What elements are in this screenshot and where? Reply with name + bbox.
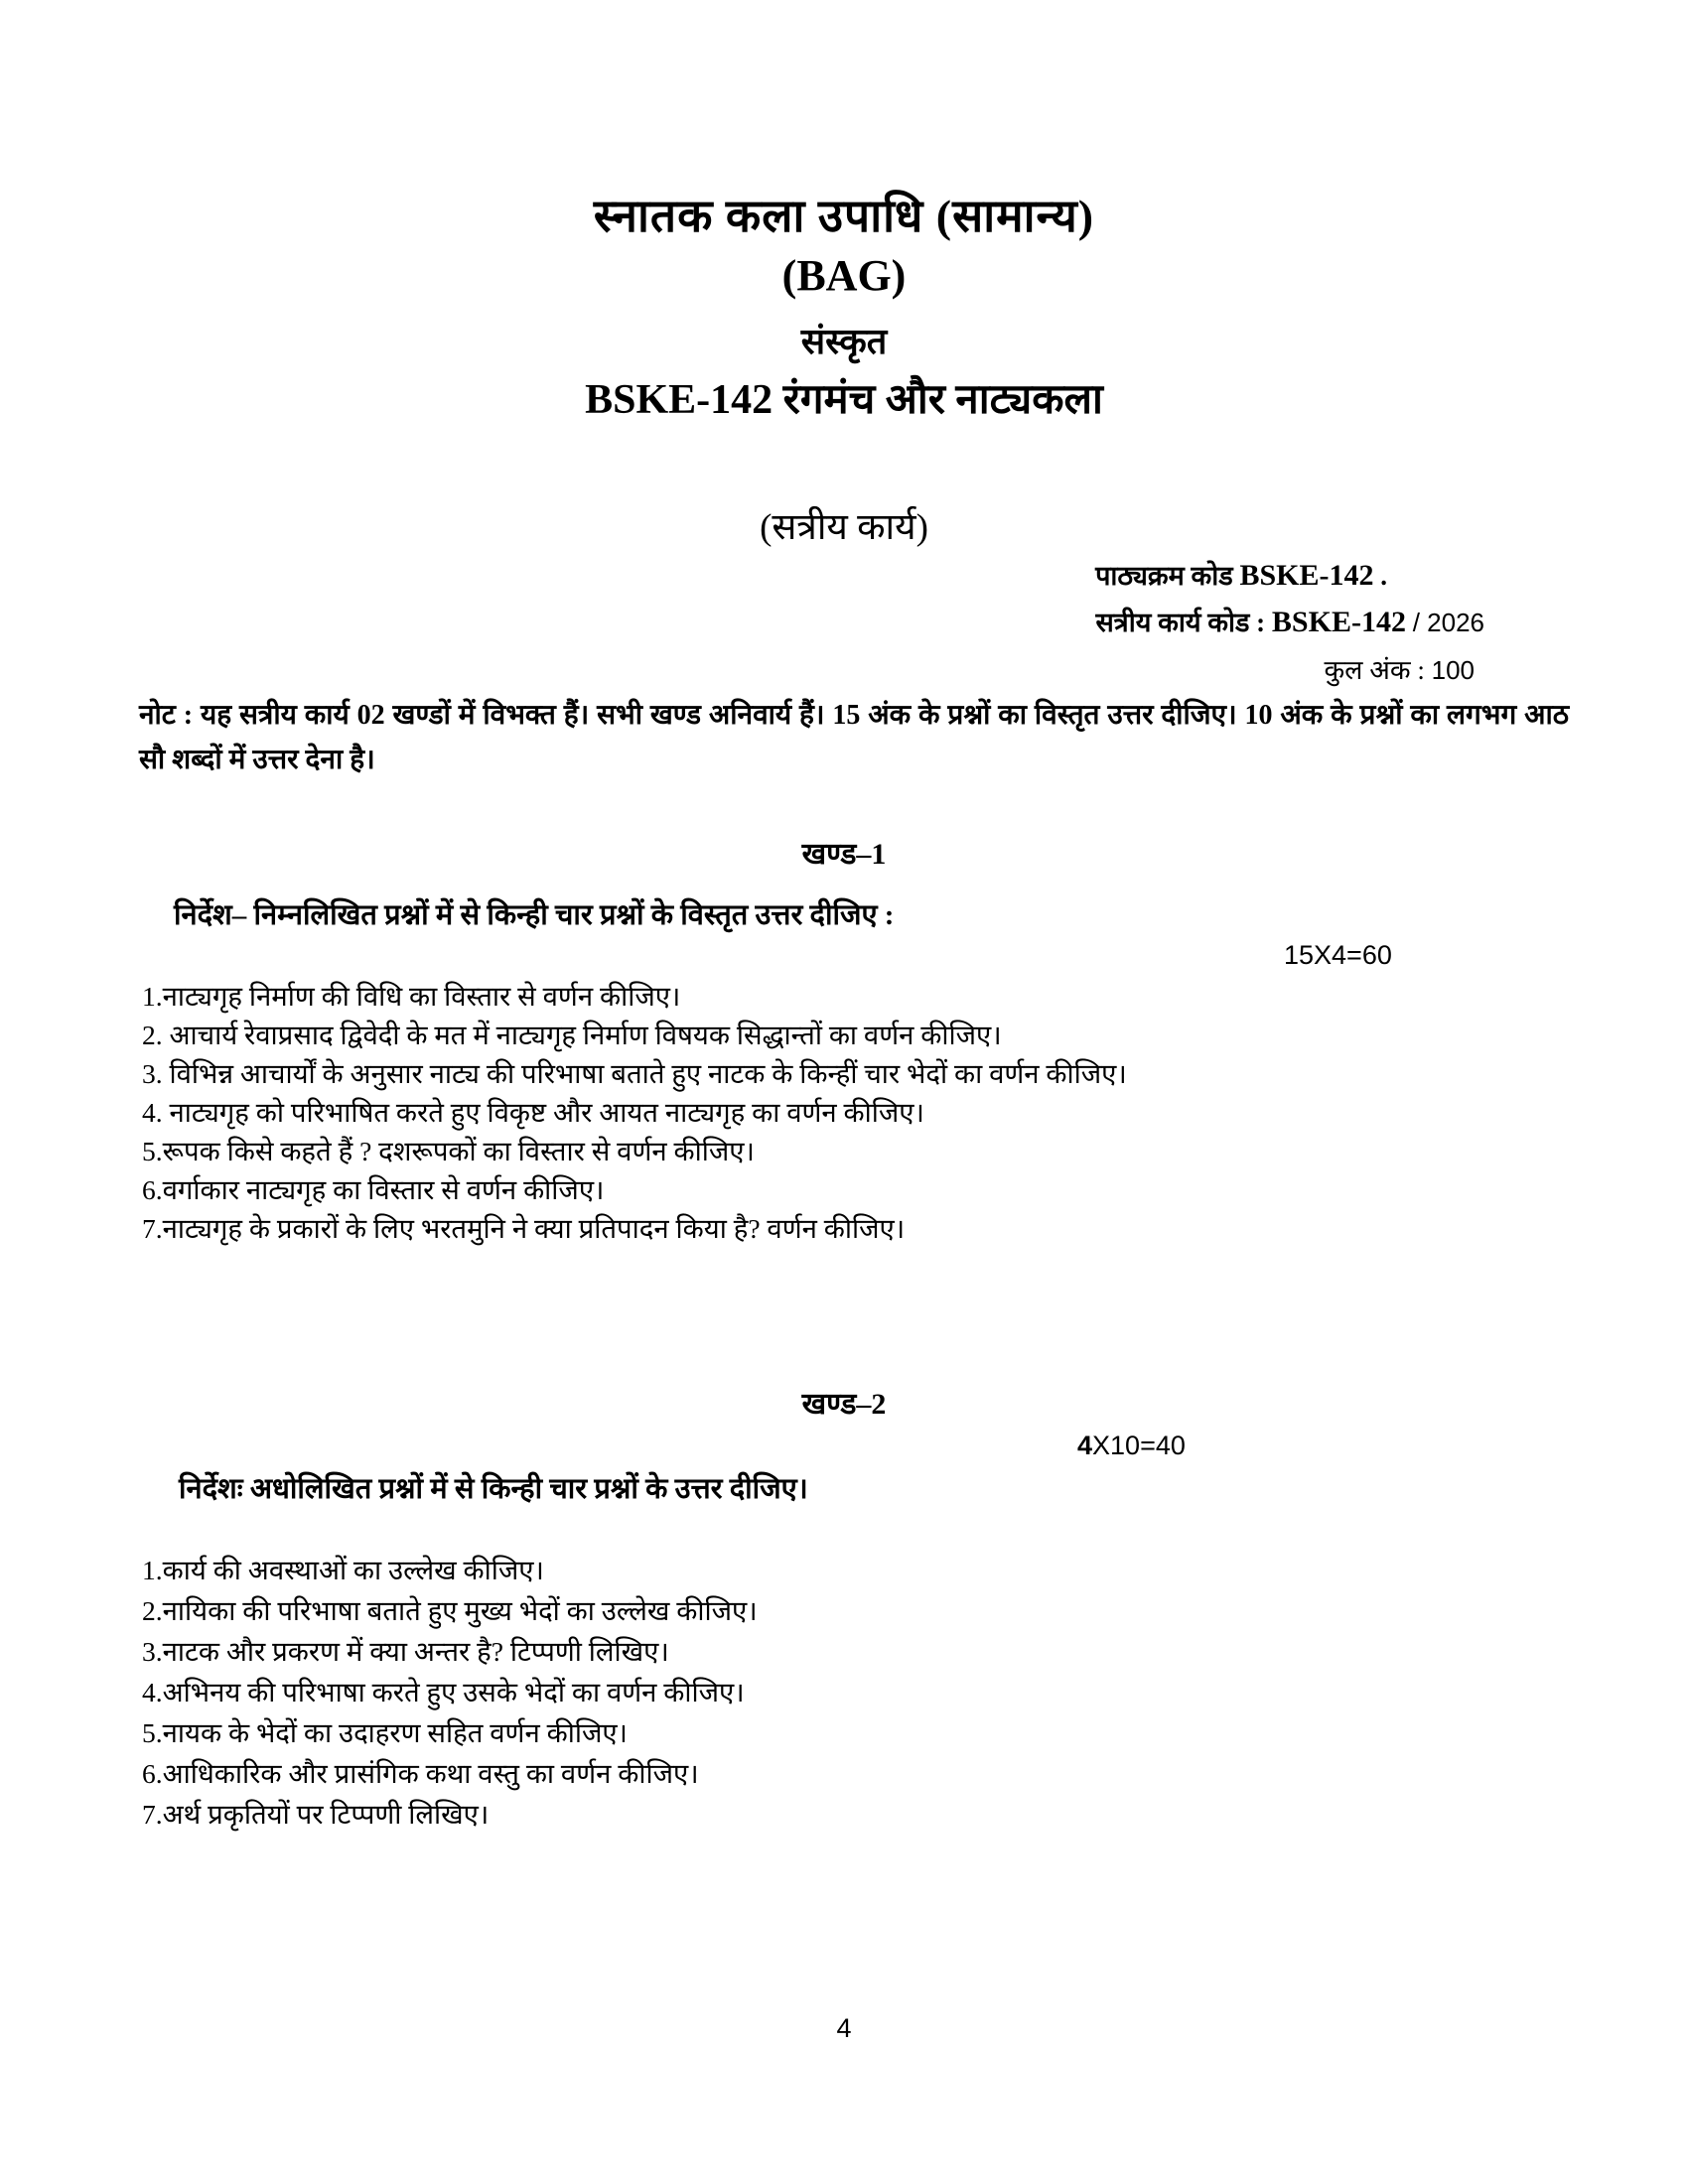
section-2-marks-rest: X10=40 xyxy=(1092,1431,1186,1460)
question: 1.कार्य की अवस्थाओं का उल्लेख कीजिए। xyxy=(142,1555,544,1585)
question: 1.नाट्यगृह निर्माण की विधि का विस्तार से वर्णन कीजिए। xyxy=(142,981,681,1012)
section-1-marks-scheme: 15X4=60 xyxy=(1284,940,1392,970)
question: 2. आचार्य रेवाप्रसाद द्विवेदी के मत में नाट्यगृह निर्माण विषयक सिद्धान्तों का वर्णन कीजिए। xyxy=(142,1020,1002,1050)
section-2-heading: खण्ड–2 xyxy=(801,1388,887,1421)
subject-name: संस्कृत xyxy=(800,322,888,361)
course-code-label: पाठ्यक्रम कोड xyxy=(1095,561,1233,591)
course-code-title: BSKE-142 रंगमंच और नाट्यकला xyxy=(585,377,1103,423)
page-number: 4 xyxy=(836,2013,852,2043)
question: 6.वर्गाकार नाट्यगृह का विस्तार से वर्णन कीजिए। xyxy=(142,1174,605,1205)
section-2-marks-scheme xyxy=(1077,1431,1186,1461)
assignment-code-label: सत्रीय कार्य कोड : xyxy=(1095,608,1266,637)
total-marks-line xyxy=(1324,650,1475,687)
section-1-instruction: निर्देश– निम्नलिखित प्रश्नों में से किन्ही चार प्रश्नों के विस्तृत उत्तर दीजिए : xyxy=(174,899,895,931)
program-abbreviation: (BAG) xyxy=(781,251,907,300)
assignment-session: / 2026 xyxy=(1412,608,1484,637)
course-code-line xyxy=(1095,556,1387,593)
course-code-value: BSKE-142 xyxy=(1239,559,1374,592)
course-code-suffix: . xyxy=(1380,561,1387,591)
question: 2.नायिका की परिभाषा बताते हुए मुख्य भेदों का उल्लेख कीजिए। xyxy=(142,1595,758,1626)
note-paragraph: नोट : यह सत्रीय कार्य 02 खण्डों में विभक्त हैं। सभी खण्ड अनिवार्य हैं। 15 अंक के प्रश्नों का विस्तृत उत्तर दीजिए। 10 अंक के प्रश्नों का लगभग आठ सौ शब्दों में उत्तर देना है। xyxy=(139,700,1569,775)
question: 3. विभिन्न आचार्यों के अनुसार नाट्य की परिभाषा बताते हुए नाटक के किन्हीं चार भेदों का वर्णन कीजिए। xyxy=(142,1058,1127,1089)
question: 7.नाट्यगृह के प्रकारों के लिए भरतमुनि ने क्या प्रतिपादन किया है? वर्णन कीजिए। xyxy=(142,1213,906,1244)
question: 6.आधिकारिक और प्रासंगिक कथा वस्तु का वर्णन कीजिए। xyxy=(142,1758,699,1789)
question: 5.नायक के भेदों का उदाहरण सहित वर्णन कीजिए। xyxy=(142,1717,628,1748)
section-1-heading: खण्ड–1 xyxy=(801,838,887,871)
section-2-marks-bold: 4 xyxy=(1077,1431,1093,1460)
total-marks-value: 100 xyxy=(1431,655,1475,685)
question: 4.अभिनय की परिभाषा करते हुए उसके भेदों का वर्णन कीजिए। xyxy=(142,1677,745,1707)
section-1-question-list xyxy=(142,977,1582,1248)
assignment-code-value: BSKE-142 xyxy=(1271,606,1406,638)
question: 5.रूपक किसे कहते हैं ? दशरूपकों का विस्तार से वर्णन कीजिए। xyxy=(142,1136,755,1166)
section-2-question-list xyxy=(142,1550,1582,1835)
assignment-code-line xyxy=(1096,603,1484,639)
question: 4. नाट्यगृह को परिभाषित करते हुए विकृष्ट और आयत नाट्यगृह का वर्णन कीजिए। xyxy=(142,1097,924,1128)
section-2-instruction: निर्देशः अधोलिखित प्रश्नों में से किन्ही चार प्रश्नों के उत्तर दीजिए। xyxy=(179,1473,808,1505)
question: 7.अर्थ प्रकृतियों पर टिप्पणी लिखिए। xyxy=(142,1799,490,1830)
degree-title: स्नातक कला उपाधि (सामान्य) xyxy=(593,191,1095,241)
total-marks-label: कुल अंक : xyxy=(1324,655,1425,685)
assignment-type-label: (सत्रीय कार्य) xyxy=(760,507,928,548)
question: 3.नाटक और प्रकरण में क्या अन्तर है? टिप्पणी लिखिए। xyxy=(142,1636,669,1667)
